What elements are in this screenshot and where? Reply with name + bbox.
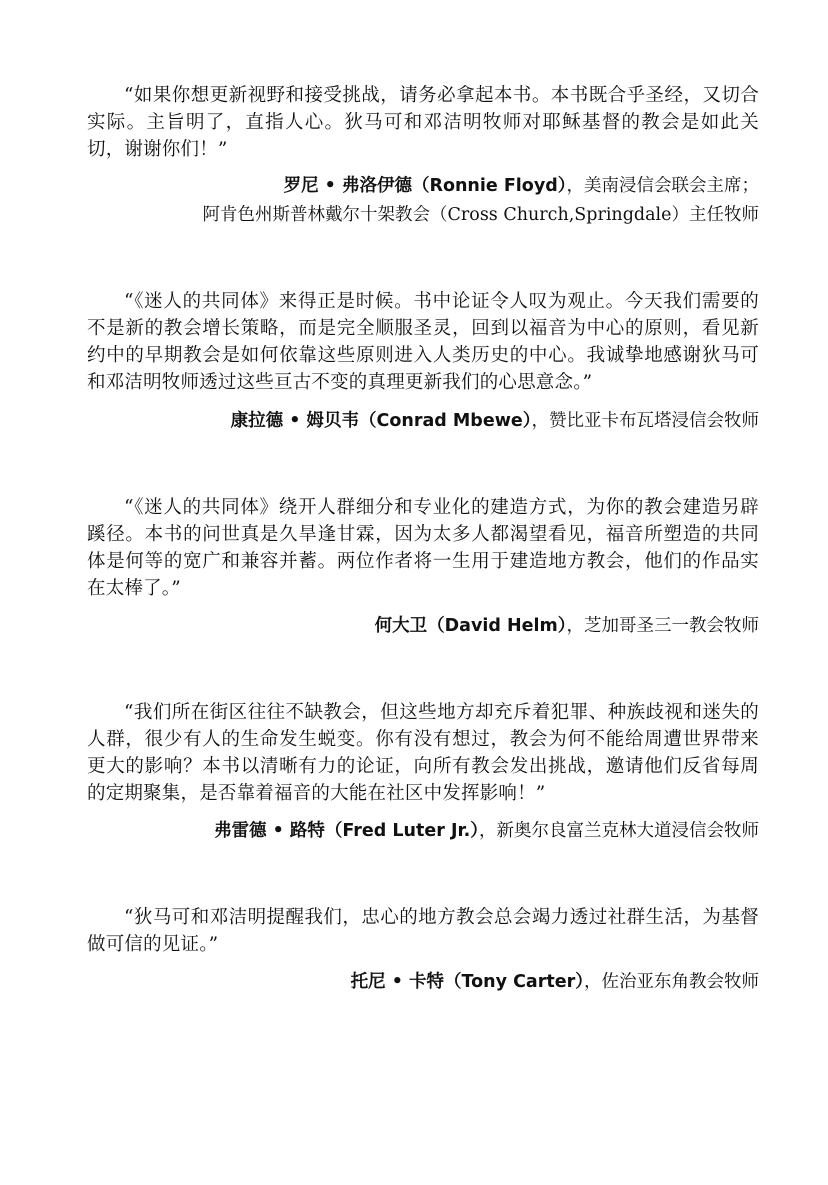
endorser-name: 托尼 • 卡特（Tony Carter）	[350, 972, 584, 992]
endorser-role: ，美南浸信会联会主席；	[566, 176, 759, 196]
endorsement-quote: “我们所在街区往往不缺教会，但这些地方却充斥着犯罪、种族歧视和迷失的人群，很少有人的生命发生蜕变。你有没有想过，教会为何不能给周遭世界带来更大的影响？本书以清晰有力的论证，向所有教会发出挑战，邀请他们反省每周的定期聚集，是否靠着福音的大能在社区中发挥影响！”	[87, 702, 759, 804]
endorsement-4	[87, 699, 759, 846]
endorsement-attribution	[87, 612, 759, 641]
endorsement-3	[87, 494, 759, 641]
endorsements-page	[87, 82, 759, 997]
endorser-name: 康拉德 • 姆贝韦（Conrad Mbewe）	[230, 411, 532, 431]
endorsement-quote: “如果你想更新视野和接受挑战，请务必拿起本书。本书既合乎圣经，又切合实际。主旨明了，直指人心。狄马可和邓洁明牧师对耶稣基督的教会是如此关切，谢谢你们！”	[87, 85, 759, 160]
endorsement-5	[87, 904, 759, 997]
endorser-role-line2: 阿肯色州斯普林戴尔十架教会（Cross Church,Springdale）主任牧师	[202, 205, 759, 225]
endorsement-2	[87, 288, 759, 436]
endorsement-attribution	[87, 817, 759, 846]
endorsement-attribution	[87, 968, 759, 997]
endorsement-quote: “《迷人的共同体》来得正是时候。书中论证令人叹为观止。今天我们需要的不是新的教会增长策略，而是完全顺服圣灵，回到以福音为中心的原则，看见新约中的早期教会是如何依靠这些原则进入人类历史的中心。我诚挚地感谢狄马可和邓洁明牧师透过这些亘古不变的真理更新我们的心思意念。”	[87, 291, 759, 393]
endorsement-quote: “《迷人的共同体》绕开人群细分和专业化的建造方式，为你的教会建造另辟蹊径。本书的问世真是久旱逢甘霖，因为太多人都渴望看见，福音所塑造的共同体是何等的宽广和兼容并蓄。两位作者将一生用于建造地方教会，他们的作品实在太棒了。”	[87, 497, 759, 599]
endorser-role: ，赞比亚卡布瓦塔浸信会牧师	[531, 411, 759, 431]
endorsement-attribution	[87, 172, 759, 230]
endorser-name: 罗尼 • 弗洛伊德（Ronnie Floyd）	[283, 176, 567, 196]
endorser-role: ，芝加哥圣三一教会牧师	[566, 616, 759, 636]
endorsement-1	[87, 82, 759, 230]
endorser-role: ，佐治亚东角教会牧师	[584, 972, 759, 992]
endorsement-attribution	[87, 407, 759, 436]
endorsement-quote: “狄马可和邓洁明提醒我们，忠心的地方教会总会竭力透过社群生活，为基督做可信的见证。”	[87, 907, 759, 955]
endorser-name: 何大卫（David Helm）	[374, 616, 567, 636]
endorser-name: 弗雷德 • 路特（Fred Luter Jr.）	[214, 821, 479, 841]
endorser-role: ，新奥尔良富兰克林大道浸信会牧师	[479, 821, 759, 841]
